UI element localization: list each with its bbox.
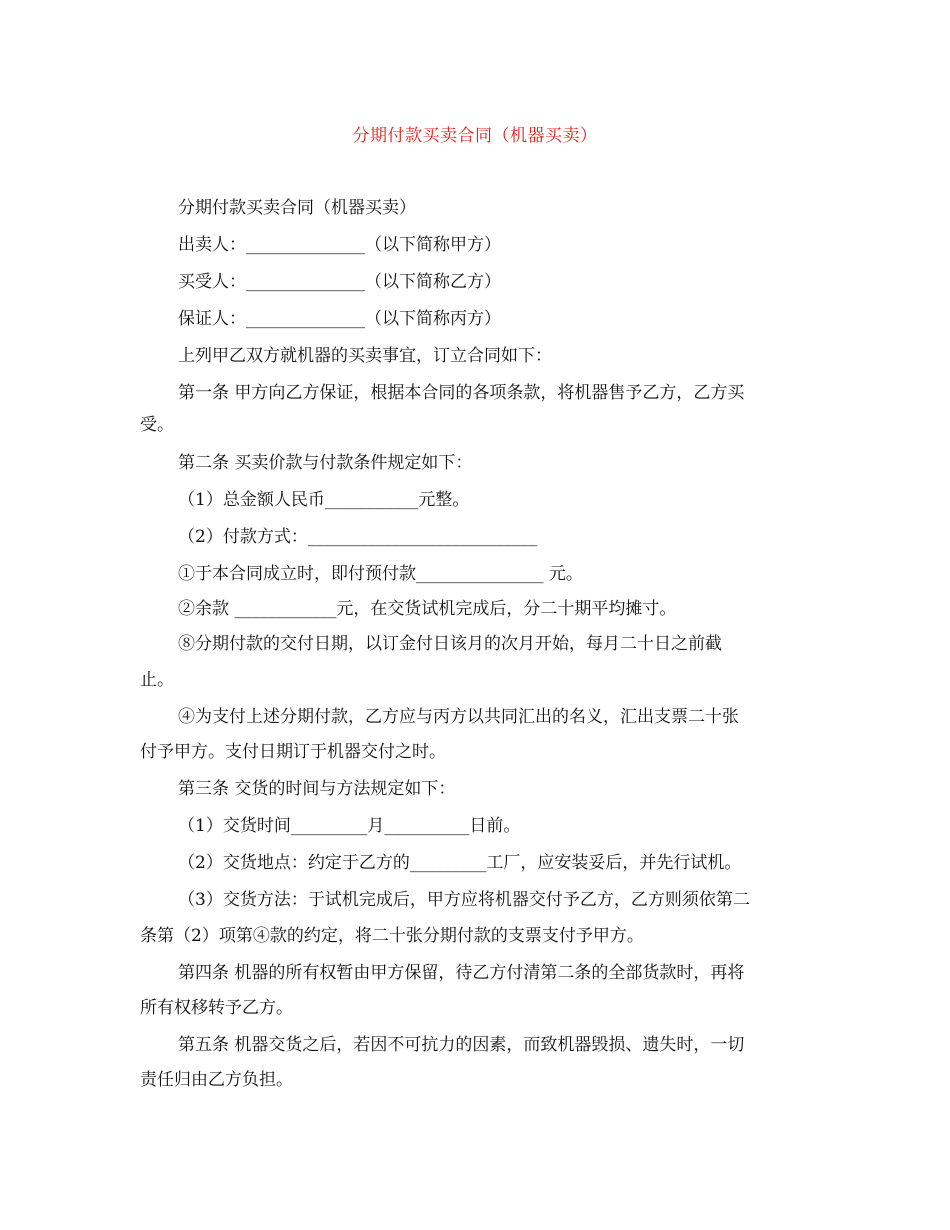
delivery-method-line: （3）交货方法：于试机完成后，甲方应将机器交付予乙方，乙方则须依第二: [178, 890, 750, 910]
article-4-continued: 所有权移转予乙方。: [140, 998, 293, 1018]
article-5-line: 第五条 机器交货之后，若因不可抗力的因素，而致机器毁损、遗失时，一切: [178, 1035, 745, 1055]
guarantor-line: 保证人：______________（以下简称丙方）: [178, 309, 501, 329]
article-3-line: 第三条 交货的时间与方法规定如下：: [178, 779, 456, 799]
delivery-time-line: （1）交货时间_________月__________日前。: [178, 816, 521, 836]
seller-line: 出卖人：______________（以下简称甲方）: [178, 235, 501, 255]
preamble-line: 上列甲乙双方就机器的买卖事宜，订立合同如下：: [178, 346, 552, 366]
cheque-continued: 付予甲方。支付日期订于机器交付之时。: [140, 742, 446, 762]
balance-line: ②余款 ____________元，在交货试机完成后，分二十期平均摊寸。: [178, 599, 677, 619]
article-4-line: 第四条 机器的所有权暂由甲方保留，待乙方付清第二条的全部货款时，再将: [178, 963, 745, 983]
document-title: 分期付款买卖合同（机器买卖）: [352, 126, 598, 146]
total-amount-line: （1）总金额人民币___________元整。: [178, 490, 470, 510]
heading-line: 分期付款买卖合同（机器买卖）: [178, 198, 416, 218]
installment-date-continued: 止。: [140, 670, 174, 690]
buyer-line: 买受人：______________（以下简称乙方）: [178, 272, 501, 292]
article-2-line: 第二条 买卖价款与付款条件规定如下：: [178, 453, 473, 473]
delivery-place-line: （2）交货地点：约定于乙方的_________工厂，应安装妥后，并先行试机。: [178, 853, 742, 873]
article-5-continued: 责任归由乙方负担。: [140, 1070, 293, 1090]
article-1-continued: 受。: [140, 415, 174, 435]
prepayment-line: ①于本合同成立时，即付预付款_______________ 元。: [178, 564, 583, 584]
payment-method-line: （2）付款方式：___________________________: [178, 527, 538, 547]
delivery-method-continued: 条第（2）项第④款的约定，将二十张分期付款的支票支付予甲方。: [140, 926, 644, 946]
article-1-line: 第一条 甲方向乙方保证，根据本合同的各项条款，将机器售予乙方，乙方买: [178, 383, 745, 403]
cheque-line: ④为支付上述分期付款，乙方应与丙方以共同汇出的名义，汇出支票二十张: [178, 707, 739, 727]
installment-date-line: ⑧分期付款的交付日期，以订金付日该月的次月开始，每月二十日之前截: [178, 634, 722, 654]
